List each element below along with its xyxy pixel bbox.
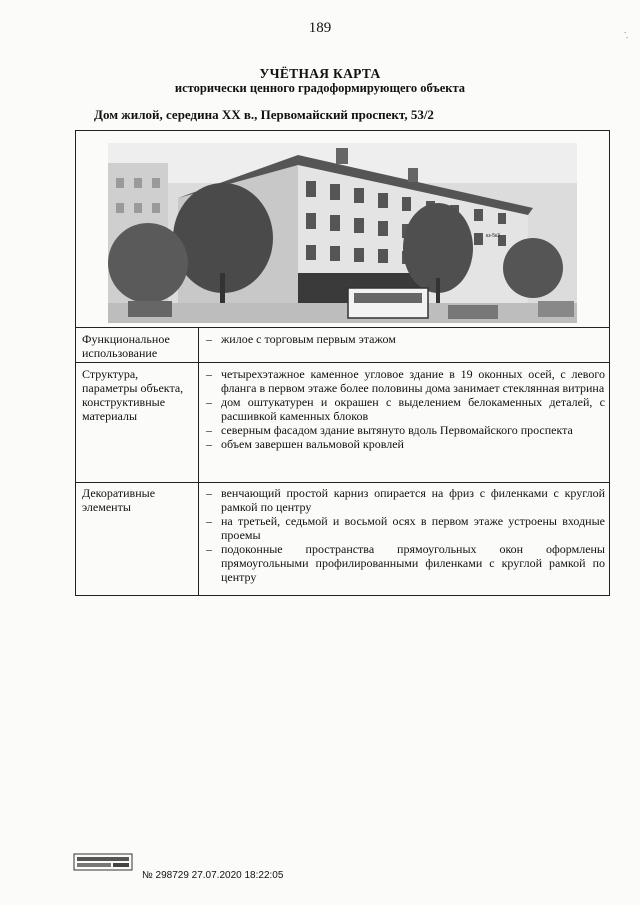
card-subtitle: исторически ценного градоформирующего объекта — [174, 81, 466, 95]
row-separator — [75, 362, 610, 363]
object-name: Дом жилой, середина XX в., Первомайский проспект, 53/2 — [94, 107, 434, 122]
photo-sign-text: кз-5к3 — [486, 233, 500, 239]
document-info: № 298729 27.07.2020 18:22:05 — [142, 870, 284, 881]
page-number: 189 — [308, 20, 332, 36]
list-item: – объем завершен вальмовой кровлей — [205, 437, 605, 451]
column-separator — [198, 327, 199, 596]
row-separator — [75, 482, 610, 483]
list-item: – жилое с торговым первым этажом — [205, 332, 605, 346]
scan-mark: · · — [620, 29, 633, 41]
list-item: – на третьей, седьмой и восьмой осях в первом этаже устроены входные проемы — [205, 514, 605, 542]
row-separator — [75, 327, 610, 328]
row-items-decor — [205, 486, 605, 584]
row-items-structure — [205, 367, 605, 451]
row-items-function — [205, 332, 605, 346]
list-item: – венчающий простой карниз опирается на фриз с филенками с круглой рамкой по центру — [205, 486, 605, 514]
building-photo — [108, 143, 577, 323]
list-item: – дом оштукатурен и окрашен с выделением белокаменных деталей, с расшивкой каменных блоков — [205, 395, 605, 423]
list-item: – четырехэтажное каменное угловое здание в 19 оконных осей, с левого фланга в первом этаже более половины дома занимает стеклянная витрина — [205, 367, 605, 395]
list-item: – северным фасадом здание вытянуто вдоль Первомайского проспекта — [205, 423, 605, 437]
row-label-decor: Декоративные элементы — [82, 486, 156, 514]
row-label-function: Функциональное использование — [82, 332, 170, 360]
registry-stamp-icon — [73, 852, 133, 872]
row-label-structure: Структура, параметры объекта, конструктивные материалы — [82, 367, 184, 423]
card-title: УЧЁТНАЯ КАРТА — [259, 66, 381, 81]
list-item: – подоконные пространства прямоугольных окон оформлены прямоугольными профилированными филенками с круглой рамкой по центру — [205, 542, 605, 584]
